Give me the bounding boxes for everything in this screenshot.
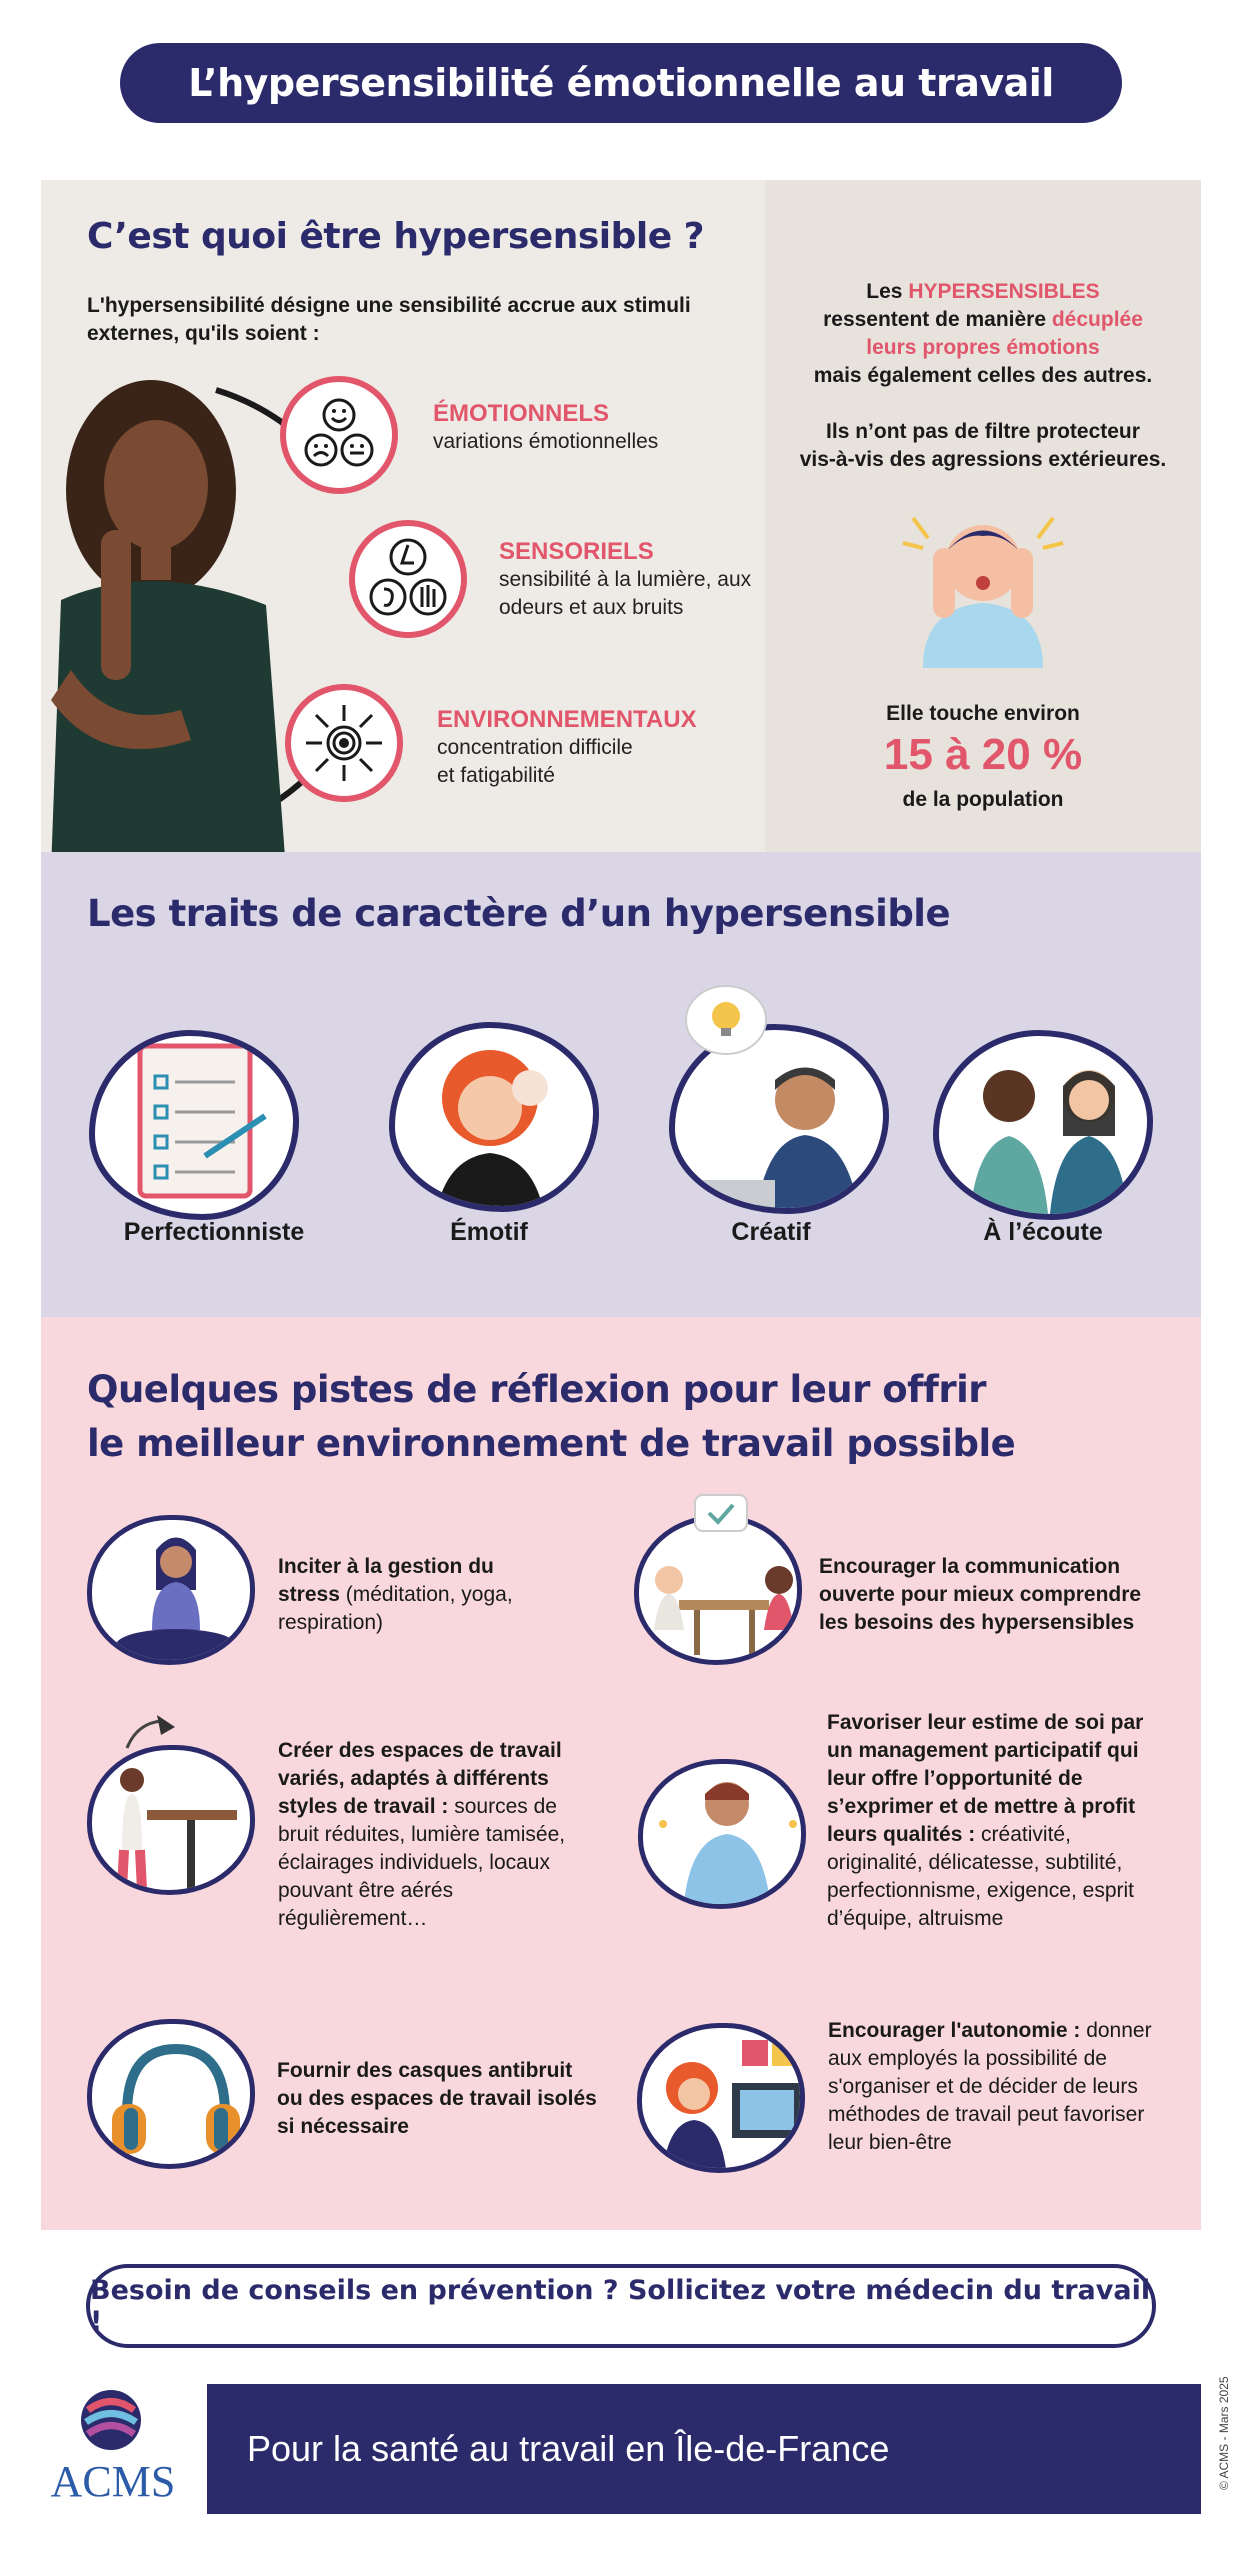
tip-self-esteem-detail: créativité, originalité, délicatesse, subtilité, perfectionnisme, exigence, esprit d’équipe, altruisme (827, 1823, 1134, 1930)
senses-icon (349, 520, 467, 638)
category-sensory-title: SENSORIELS (499, 538, 654, 565)
lightbulb-idea-icon (681, 982, 771, 1062)
tip-autonomy-detail: donner aux employés la possibilité de s'organiser et de décider de leurs méthodes de travail peut favoriser leur bien-être (828, 2019, 1152, 2154)
tip-autonomy-bold: Encourager l'autonomie : (828, 2019, 1081, 2042)
facts-line2a: ressentent de manière (823, 308, 1052, 331)
category-emotional-title: ÉMOTIONNELS (433, 400, 610, 427)
tip-autonomy (828, 2017, 1158, 2157)
category-environmental-desc: concentration difficile et fatigabilité (437, 736, 633, 787)
lamp-icon (117, 1713, 177, 1753)
facts-line1a: Les (866, 280, 909, 303)
reflection-tips-section (41, 1317, 1201, 2230)
trait-listening-illustration (933, 1030, 1153, 1220)
tip-stress-detail: (méditation, yoga, respiration) (278, 1583, 513, 1634)
hypersensitive-facts-panel (765, 180, 1201, 852)
tip-self-esteem-bold: Favoriser leur estime de soi par un management participatif qui leur offre l’opportunité de s’exprimer et de mettre à profit leurs qualités : (827, 1711, 1144, 1846)
category-emotional-desc: variations émotionnelles (433, 430, 659, 453)
trait-emotional: Émotif (450, 1218, 528, 1246)
section2-heading: Les traits de caractère d’un hypersensible (87, 892, 951, 935)
tagline-band (207, 2384, 1201, 2514)
copyright: © ACMS - Mars 2025 (1217, 2376, 1231, 2490)
tip-workspaces-detail: sources de bruit réduites, lumière tamisée, éclairages individuels, locaux pouvant être aérés régulièrement… (278, 1795, 566, 1930)
character-traits-section (41, 852, 1201, 1317)
acms-logo (38, 2388, 188, 2514)
advice-banner: Besoin de conseils en prévention ? Sollicitez votre médecin du travail ! (86, 2264, 1156, 2348)
stressed-person-illustration (883, 498, 1083, 668)
category-environmental-title: ENVIRONNEMENTAUX (437, 706, 697, 733)
trait-perfectionist: Perfectionniste (123, 1218, 305, 1246)
section3-heading-line1: Quelques pistes de réflexion pour leur offrir (87, 1368, 987, 1411)
emotions-faces-icon (280, 376, 398, 494)
facts-text (765, 278, 1201, 474)
tip-stress-bold: Inciter à la gestion du stress (278, 1555, 494, 1606)
trait-listening: À l’écoute (983, 1218, 1103, 1246)
tip-workspaces-bold: Créer des espaces de travail variés, adaptés à différents styles de travail : (278, 1739, 562, 1818)
facts-line6: vis-à-vis des agressions extérieures. (799, 448, 1167, 471)
population-touch: Elle touche environ (886, 702, 1080, 725)
facts-decuplee: décuplée (1051, 308, 1143, 331)
tagline: Pour la santé au travail en Île-de-France (247, 2428, 890, 2469)
facts-hypersensibles: HYPERSENSIBLES (908, 280, 1100, 303)
tip-workspaces (278, 1737, 598, 1933)
facts-line5: Ils n’ont pas de filtre protecteur (826, 420, 1140, 443)
autonomy-illustration (637, 2023, 805, 2173)
meditation-illustration (87, 1515, 255, 1665)
population-label: de la population (902, 788, 1064, 811)
facts-line3: leurs propres émotions (866, 336, 1100, 359)
environment-target-icon (285, 684, 403, 802)
what-is-hypersensitive-section (41, 180, 765, 852)
acms-logo-icon (76, 2388, 146, 2452)
section3-heading-line2: le meilleur environnement de travail possible (87, 1422, 1016, 1465)
acms-logo-text: ACMS (50, 2457, 176, 2506)
category-emotional (433, 400, 733, 456)
trait-creative: Créatif (731, 1218, 811, 1246)
checkmark-bubble-icon (693, 1493, 749, 1539)
trait-perfectionist-illustration (89, 1030, 299, 1220)
tip-headphones (277, 2057, 597, 2141)
tip-headphones-bold: Fournir des casques antibruit ou des espaces de travail isolés si nécessaire (277, 2059, 597, 2138)
section3-heading (87, 1363, 1015, 1471)
category-sensory-desc: sensibilité à la lumière, aux odeurs et aux bruits (499, 568, 752, 619)
tip-self-esteem (827, 1709, 1167, 1933)
population-percent: 15 à 20 % (883, 730, 1083, 779)
page-title: L’hypersensibilité émotionnelle au travail (120, 43, 1122, 123)
section1-intro: L'hypersensibilité désigne une sensibilité accrue aux stimuli externes, qu'ils soient : (87, 294, 691, 345)
category-sensory (499, 538, 759, 622)
section1-heading: C’est quoi être hypersensible ? (87, 216, 705, 257)
confident-man-illustration (638, 1759, 806, 1909)
category-environmental (437, 706, 697, 790)
tip-stress (278, 1553, 528, 1637)
facts-line4: mais également celles des autres. (813, 364, 1153, 387)
standing-desk-illustration (87, 1745, 255, 1895)
tip-communication-bold: Encourager la communication ouverte pour mieux comprendre les besoins des hypersensibles (819, 1555, 1142, 1634)
tip-communication (819, 1553, 1159, 1637)
headphones-illustration (87, 2019, 255, 2169)
trait-emotional-illustration (389, 1022, 599, 1212)
